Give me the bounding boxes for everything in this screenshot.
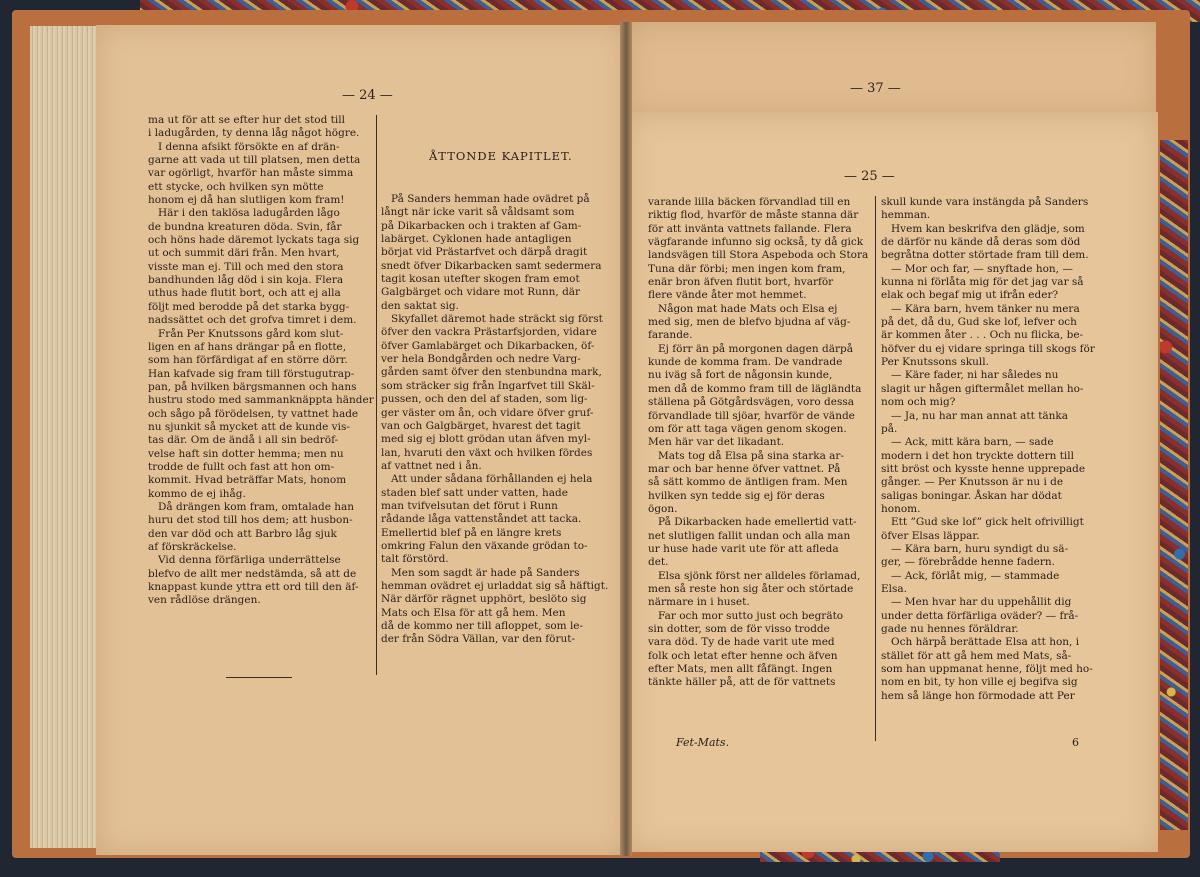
text-line: På Dikarbacken hade emellertid vatt-	[648, 516, 857, 529]
text-line: den saktat sig.	[381, 299, 459, 312]
footer-title: Fet-Mats.	[676, 736, 730, 749]
text-line: vägfarande infunno sig också, ty då gick	[648, 236, 864, 249]
text-line: Per Knutssons skull.	[881, 356, 989, 369]
right-page	[626, 112, 1158, 852]
text-line: sin dotter, som de för visso trodde	[648, 623, 830, 635]
text-line: börjat vid Prästarfvet och därpå dragit	[381, 246, 588, 259]
text-line: ur huse hade varit ute för att afleda	[648, 542, 839, 555]
text-line: saligas boningar. Åskan har dödat	[881, 489, 1062, 502]
text-line: Men här var det likadant.	[648, 436, 785, 449]
text-line: — Ack, förlåt mig, — stammade	[881, 569, 1060, 582]
text-line: På Sanders hemman hade ovädret på	[381, 193, 590, 205]
text-line: gården samt öfver den stenbundna mark,	[381, 366, 602, 379]
page-number-back: — 37 —	[850, 81, 901, 96]
text-line: trodde de fullt och fast att hon om-	[148, 460, 335, 473]
text-line: stället för att gå hem med Mats, så-	[881, 649, 1072, 662]
text-line: Då drängen kom fram, omtalade han	[148, 500, 355, 513]
text-line: med sig ej blott grödan utan äfven myl-	[381, 433, 591, 446]
back-page	[626, 22, 1156, 120]
text-line: kunde de komma fram. De vandrade	[648, 356, 843, 369]
text-line: af vattnet ned i ån.	[381, 459, 482, 472]
text-line: Emellertid blef på en längre krets	[381, 526, 562, 539]
text-line: då de kommo ner till afloppet, som le-	[381, 620, 584, 632]
text-line: ut och summit däri från. Men hvart,	[148, 247, 340, 260]
text-line: hem så länge hon förmodade att Per	[881, 689, 1075, 702]
text-line: under detta förfärliga oväder? — frå-	[881, 609, 1079, 622]
text-line: ställena på Götgårdsvägen, voro dessa	[648, 396, 854, 409]
text-line: de därför nu kände då deras som död	[881, 236, 1081, 249]
page-number-right: — 25 —	[844, 169, 895, 184]
text-line: Mats tog då Elsa på sina starka ar-	[648, 449, 844, 462]
left-page-column-2	[381, 193, 608, 647]
text-line: var ogörligt, hvarför han måste simma	[148, 167, 354, 180]
text-line: visste man ej. Till och med den stora	[148, 260, 344, 273]
text-line: öfver den vackra Prästarfsjorden, vidare	[381, 326, 597, 339]
left-page-column-1	[148, 114, 374, 608]
text-line: närmare in i huset.	[648, 596, 750, 609]
text-line: Galgbärget och vidare mot Runn, där	[381, 286, 581, 299]
column-divider-left	[376, 115, 377, 675]
marbled-endpaper-right	[1160, 140, 1188, 830]
text-line: tas där. Om de ändå i all sin bedröf-	[148, 434, 339, 447]
text-line: slagit ur hågen giftermålet mellan ho-	[881, 382, 1084, 395]
text-line: net slutligen fallit undan och alla man	[648, 529, 851, 542]
text-line: hemman.	[881, 209, 931, 222]
text-line: — Kära barn, hvem tänker nu mera	[881, 302, 1080, 315]
text-line: folk och letat efter henne och äfven	[648, 649, 838, 662]
text-line: ligen en af hans drängar på en flotte,	[148, 340, 347, 353]
text-line: kommo de ej ihåg.	[148, 487, 246, 500]
text-line: på Dikarbacken och i trakten af Gam-	[381, 219, 582, 232]
text-line: de bundna kreaturen döda. Svin, får	[148, 220, 342, 233]
text-line: kunna ni förlåta mig för det jag var så	[881, 276, 1084, 289]
text-line: Men som sagdt är hade på Sanders	[381, 566, 580, 579]
text-line: ma ut för att se efter hur det stod till	[148, 114, 345, 126]
text-line: riktig flod, hvarför de måste stanna där	[648, 209, 859, 222]
page-number-left: — 24 —	[342, 88, 393, 103]
text-line: I denna afsikt försökte en af drän-	[148, 140, 340, 153]
text-line: öfver Elsas läppar.	[881, 529, 980, 542]
text-line: ver hela Bondgården och nedre Varg-	[381, 353, 581, 366]
text-line: huru det stod till hos dem; att husbon-	[148, 514, 353, 527]
text-line: Någon mat hade Mats och Elsa ej	[648, 302, 838, 315]
text-line: labärget. Cyklonen hade antagligen	[381, 233, 572, 246]
text-line: ger väster om ån, och vidare öfver gruf-	[381, 406, 594, 419]
text-line: förvandlade till sjöar, hvarför de vände	[648, 409, 855, 422]
text-line: varande lilla bäcken förvandlad till en	[648, 196, 851, 208]
text-line: Att under sådana förhållanden ej hela	[381, 473, 593, 486]
text-line: uthus hade flutit bort, och att ej alla	[148, 287, 341, 300]
text-line: pussen, och den del af staden, som lig-	[381, 393, 588, 406]
text-line: Skyfallet däremot hade sträckt sig först	[381, 313, 603, 326]
signature-mark: 6	[1072, 736, 1079, 749]
text-line: Från Per Knutssons gård kom slut-	[148, 327, 344, 340]
text-line: skull kunde vara instängda på Sanders	[881, 196, 1089, 208]
text-line: det.	[648, 556, 669, 569]
chapter-heading: ÅTTONDE KAPITLET.	[429, 149, 573, 163]
text-line: flere vände åter mot hemmet.	[648, 289, 807, 302]
text-line: hemman ovädret ej urladdat sig så häftigt.	[381, 579, 609, 592]
text-line: långt när icke varit så våldsamt som	[381, 206, 575, 219]
text-line: Elsa sjönk först ner alldeles förlamad,	[648, 569, 861, 582]
text-line: När därför rägnet upphört, beslöto sig	[381, 593, 587, 606]
text-line: blefvo de allt mer nedstämda, så att de	[148, 567, 357, 580]
text-line: — Ack, mitt kära barn, — sade	[881, 436, 1054, 449]
text-line: höfver du ej vidare springa till skogs för	[881, 342, 1095, 355]
text-line: — Ja, nu har man annat att tänka	[881, 409, 1069, 422]
text-line: begråtna dotter störtade fram till dem.	[881, 249, 1089, 262]
text-line: nadssättet och det grofva timret i dem.	[148, 314, 357, 327]
text-line: efter Mats, men allt fåfängt. Ingen	[648, 663, 833, 676]
text-line: Vid denna förfärliga underrättelse	[148, 554, 341, 567]
text-line: Hvem kan beskrifva den glädje, som	[881, 222, 1085, 235]
section-end-rule	[226, 677, 292, 678]
text-line: Och härpå berättade Elsa att hon, i	[881, 636, 1080, 649]
text-line: gånger. — Per Knutsson är nu i de	[881, 476, 1064, 489]
text-line: ven rådlöse drängen.	[148, 594, 261, 607]
page-stack	[30, 26, 100, 848]
text-line: — Mor och far, — snyftade hon, —	[881, 262, 1073, 275]
left-page	[96, 25, 626, 855]
text-line: talt förstörd.	[381, 553, 449, 566]
text-line: med sig, men de blefvo bjudna af väg-	[648, 316, 851, 329]
text-line: som han förfärdigat af en större dörr.	[148, 354, 348, 367]
text-line: velse haft sin dotter hemma; men nu	[148, 447, 344, 460]
text-line: så sätt kommo de äntligen fram. Men	[648, 476, 848, 489]
text-line: men så reste hon sig åter och störtade	[648, 582, 854, 595]
text-line: snedt öfver Dikarbacken samt sedermera	[381, 259, 602, 272]
text-line: — Men hvar har du uppehållit dig	[881, 596, 1072, 609]
text-line: den var död och att Barbro låg sjuk	[148, 527, 337, 540]
text-line: på det, då du, Gud ske lof, lefver och	[881, 316, 1077, 329]
text-line: som sträcker sig från Ingarfvet till Skäl-	[381, 379, 595, 392]
text-line: i ladugården, ty denna låg något högre.	[148, 127, 360, 140]
text-line: Elsa.	[881, 582, 908, 595]
text-line: Mats och Elsa för att gå hem. Men	[381, 606, 566, 619]
text-line: af förskräckelse.	[148, 541, 237, 553]
text-line: enär bron äfven flutit bort, hvarför	[648, 276, 834, 289]
text-line: Tuna där förbi; men ingen kom fram,	[648, 262, 846, 275]
text-line: nom och mig?	[881, 396, 956, 409]
text-line: som han uppmanat henne, följt med ho-	[881, 663, 1093, 676]
text-line: vara död. Ty de hade varit ute med	[648, 636, 835, 649]
text-line: hvilken syn tedde sig ej för deras	[648, 489, 825, 502]
text-line: men då de kommo fram till de lägländta	[648, 382, 862, 395]
text-line: gade nu hennes föräldrar.	[881, 623, 1019, 635]
text-line: är kommen åter . . . Och nu flicka, be-	[881, 329, 1084, 342]
text-line: nu iväg så fort de någonsin kunde,	[648, 369, 833, 382]
text-line: staden blef satt under vatten, hade	[381, 486, 568, 499]
text-line: på.	[881, 422, 898, 435]
text-line: pan, på hvilken bärgsmannen och hans	[148, 380, 357, 393]
text-line: lan, hvaruti den växt och hvilken fördes	[381, 446, 593, 459]
text-line: kommit. Hvad beträffar Mats, honom	[148, 474, 347, 487]
text-line: ger, — förebrådde henne fadern.	[881, 556, 1056, 569]
text-line: man tvifvelsutan det förut i Runn	[381, 499, 558, 512]
text-line: Ett ”Gud ske lof” gick helt ofrivilligt	[881, 516, 1084, 529]
text-line: mar och bar henne öfver vattnet. På	[648, 462, 841, 475]
text-line: honom ej då han slutligen kom fram!	[148, 194, 345, 207]
text-line: bandhunden låg död i sin koja. Flera	[148, 274, 344, 287]
text-line: der från Södra Vällan, var den förut-	[381, 633, 576, 646]
text-line: för att invänta vattnets fallande. Flera	[648, 222, 852, 235]
text-line: följt med berodde på det starka bygg-	[148, 300, 350, 313]
text-line: och sågo på förödelsen, ty vattnet hade	[148, 407, 359, 420]
text-line: Han kafvade sig fram till förstugutrap-	[148, 367, 355, 380]
text-line: farande.	[648, 329, 693, 342]
text-line: rådande låga vattenståndet att tacka.	[381, 513, 582, 526]
text-line: öfver Gamlabärget och Dikarbacken, öf-	[381, 339, 595, 352]
text-line: knappast kunde yttra ett ord till den äf-	[148, 581, 359, 594]
text-line: Här i den taklösa ladugården lågo	[148, 207, 340, 220]
right-page-column-2	[881, 196, 1095, 703]
text-line: tagit kosan utefter skogen fram emot	[381, 273, 580, 286]
text-line: van och Galgbärget, hvarest det tagit	[381, 419, 581, 432]
text-line: tänkte häller på, att de för vattnets	[648, 676, 836, 689]
text-line: honom.	[881, 502, 921, 515]
text-line: ögon.	[648, 502, 678, 515]
text-line: ett stycke, och hvilken syn mötte	[148, 180, 324, 193]
text-line: hustru stodo med sammanknäppta händer	[148, 394, 374, 407]
text-line: Ej förr än på morgonen dagen därpå	[648, 342, 853, 355]
text-line: landsvägen till Stora Aspeboda och Stora	[648, 249, 869, 262]
column-divider-right	[875, 196, 876, 741]
text-line: nu sjunkit så mycket att de kunde vis-	[148, 420, 350, 433]
text-line: om för att taga vägen genom skogen.	[648, 422, 847, 435]
right-page-column-1	[648, 196, 868, 690]
text-line: omkring Falun den växande grödan to-	[381, 539, 588, 552]
text-line: modern i det hon tryckte dottern till	[881, 449, 1074, 462]
text-line: — Kära barn, huru syndigt du sä-	[881, 542, 1069, 555]
text-line: garne att vada ut till platsen, men detta	[148, 154, 361, 167]
text-line: och höns hade däremot lyckats taga sig	[148, 234, 360, 247]
text-line: elak och begaf mig ut ifrån eder?	[881, 289, 1059, 302]
text-line: Far och mor sutto just och begräto	[648, 609, 844, 622]
text-line: nom en bit, ty hon ville ej begifva sig	[881, 676, 1078, 689]
book-gutter	[620, 22, 632, 856]
text-line: — Käre fader, ni har således nu	[881, 369, 1059, 382]
text-line: sitt bröst och kysste henne upprepade	[881, 462, 1086, 475]
